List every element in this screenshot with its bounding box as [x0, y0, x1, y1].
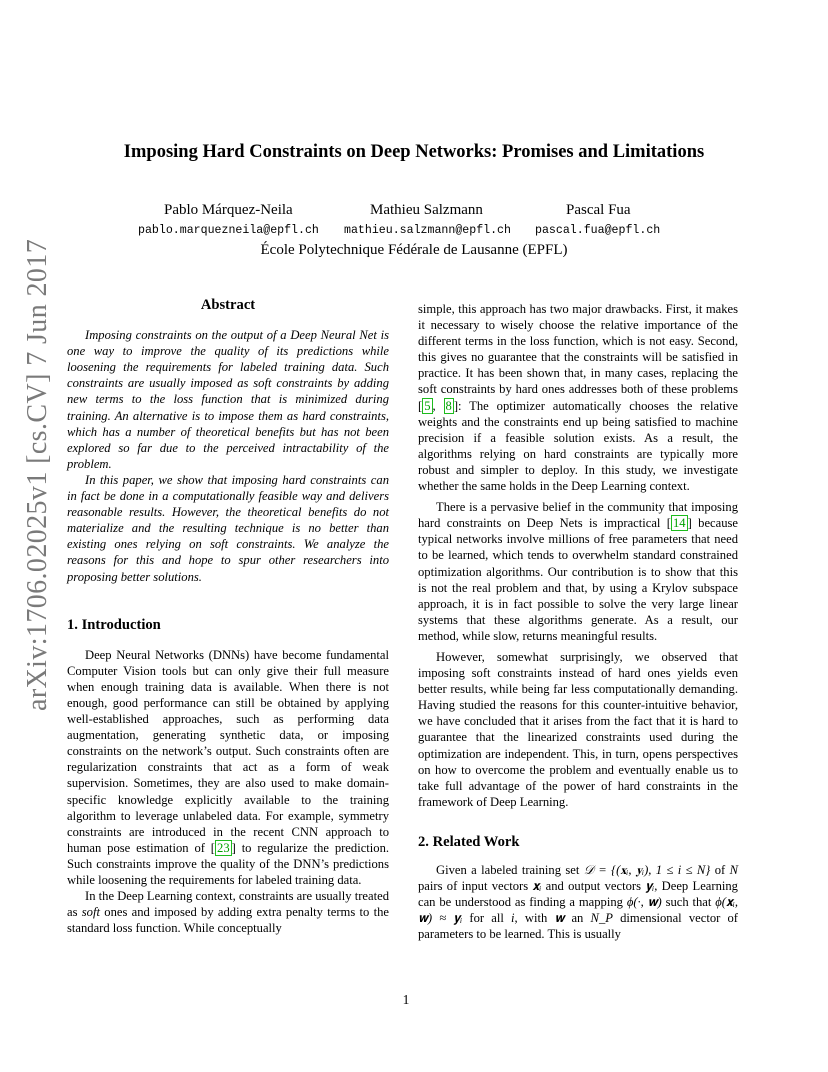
author-name: Pablo Márquez-Neila — [164, 202, 293, 218]
body-paragraph: However, somewhat surprisingly, we observed that imposing soft constraints instead of hard ones yields even better results, while being far less computationally demanding. Having studied the reasons for this counter-intuitive behavior, we have concluded that it arises from the fact that it is hard to guarantee that the linearized constraints used during the optimization are independent. This, in turn, opens perspectives on how to overcome the problem and eventually enable us to take full advantage of the power of hard constraints in the framework of Deep Learning. — [418, 649, 738, 809]
body-paragraph: simple, this approach has two major drawbacks. First, it makes it necessary to wisely choose the relative importance of the different terms in the loss function, which is not easy. Second, this gives no guarantee that the constraints will be satisfied in practice. It has been shown that, in many cases, replacing the soft constraints by hard ones addresses both of these problems [ 5 , 8 ]: The optimizer automatically chooses the relative weights and the constraints end up being satisfied to machine precision if a feasible solution exists. As a result, the algorithms relying on hard constraints are typically more robust and simpler to deploy. In this study, we investigate whether the same holds in the Deep Learning context. — [418, 302, 738, 494]
author-email[interactable]: pablo.marquezneila@epfl.ch — [138, 224, 319, 237]
arxiv-identifier: arXiv:1706.02025v1 [cs.CV] 7 Jun 2017 — [22, 238, 53, 711]
citation-link[interactable]: 8 — [445, 398, 452, 413]
author-name: Mathieu Salzmann — [370, 202, 483, 218]
body-paragraph: Given a labeled training set 𝒟 = {(𝐱ᵢ, 𝐲ᵢ), 1 ≤ i ≤ N} of N pairs of input vectors 𝐱ᵢ and output vectors 𝐲ᵢ, Deep Learning can be understood as finding a mapping ϕ(·, 𝐰) such that ϕ(𝐱ᵢ, 𝐰) ≈ 𝐲ᵢ for all i, with 𝐰 an N_P dimensional vector of parameters to be learned. This is usually — [418, 863, 739, 942]
right-column — [418, 301, 738, 942]
author-email[interactable]: pascal.fua@epfl.ch — [535, 224, 661, 237]
body-paragraph: In the Deep Learning context, constraints are usually treated as soft ones and imposed by adding extra penalty terms to the standard loss function. While conceptually — [67, 889, 389, 936]
paper-title: Imposing Hard Constraints on Deep Networks: Promises and Limitations — [123, 142, 705, 162]
author-name: Pascal Fua — [566, 202, 631, 218]
arxiv-sidebar — [18, 238, 53, 715]
abstract-heading: Abstract — [200, 297, 256, 313]
body-paragraph: Deep Neural Networks (DNNs) have become fundamental Computer Vision tools but can only give their full measure when enough training data is available. When there is not enough, good performance can still be obtained by applying well-established approaches, such as performing data augmentation, generating synthetic data, or imposing constraints on the network’s output. Such constraints often are regularization constraints that act as a form of weak supervision. Sometimes, they are also used to make domain-specific knowledge explicitly available to the training algorithm to leverage unlabeled data. For example, symmetry constraints are introduced in the recent CNN approach to human pose estimation of [ 23 ] to regularize the prediction. Such constraints improve the quality of the DNN’s predictions while loosening the requirements for labeled training data. — [67, 647, 390, 887]
author-email[interactable]: mathieu.salzmann@epfl.ch — [344, 224, 511, 237]
section-heading: 2. Related Work — [418, 833, 520, 850]
section-heading: 1. Introduction — [67, 616, 161, 633]
abstract-paragraph: Imposing constraints on the output of a Deep Neural Net is one way to improve the quality of its predictions while loosening the requirements for labeled training data. Such constraints are usually imposed as soft constraints by adding new terms to the loss function that is minimized during training. An alternative is to impose them as hard constraints, which has a number of theoretical benefits but has not been explored so far due to the perceived intractability of the problem. — [67, 328, 389, 471]
body-paragraph: There is a pervasive belief in the community that imposing hard constraints on Deep Nets is impractical [ 14 ] because typical networks involve millions of free parameters that need to be learned, which tends to overwhelm standard constrained optimization algorithms. Our contribution is to show that this is not the real problem and that, by using a Krylov subspace approach, it is in fact possible to solve the very large linear systems that these algorithms generate. As a result, our method, while slow, returns meaningful results. — [418, 500, 738, 643]
left-column — [67, 297, 389, 936]
citation-link[interactable]: 5 — [424, 398, 431, 413]
abstract-paragraph: In this paper, we show that imposing hard constraints can in fact be done in a computationally feasible way and delivers reasonable results. However, the theoretical benefits do not materialize and the resulting technique is no better than existing ones relying on soft constraints. We analyze the reasons for this and hope to spur other researchers into proposing better solutions. — [67, 472, 389, 584]
affiliation: École Polytechnique Fédérale de Lausanne (EPFL) — [260, 242, 568, 258]
citation-link[interactable]: 23 — [217, 840, 230, 855]
page-number: 1 — [402, 992, 410, 1007]
citation-link[interactable]: 14 — [672, 516, 686, 531]
